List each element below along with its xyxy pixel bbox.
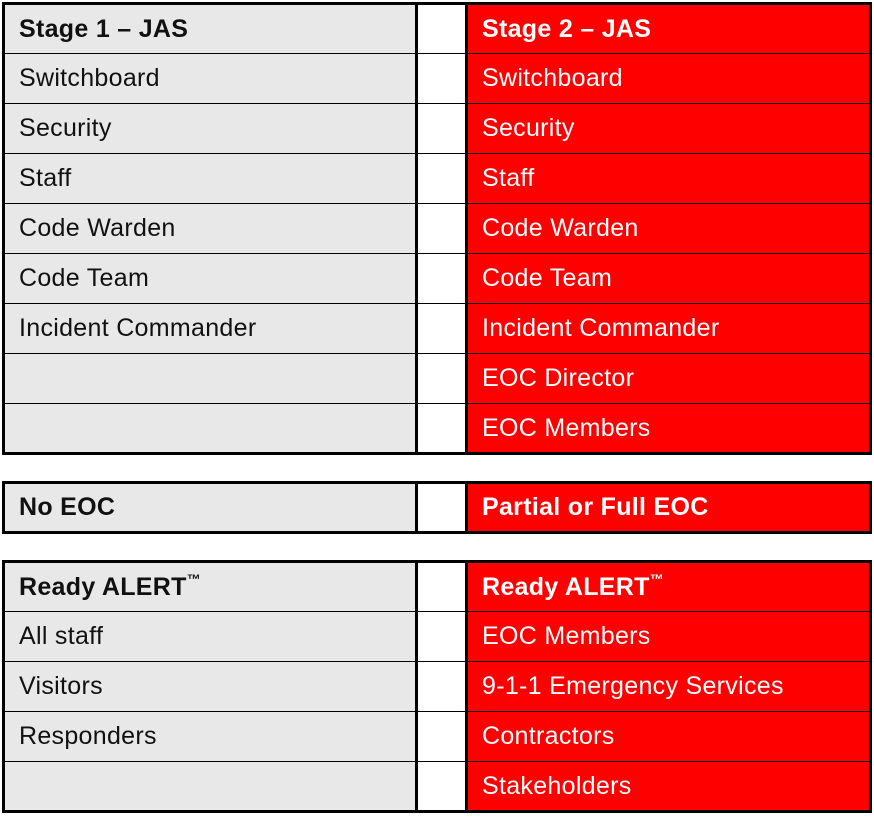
stage-2-item: Code Team — [467, 254, 871, 304]
table-row — [4, 404, 871, 454]
gap-cell — [417, 562, 467, 612]
eoc-row — [4, 483, 871, 533]
gap-cell — [417, 254, 467, 304]
table-row — [4, 204, 871, 254]
table-row — [4, 712, 871, 762]
gap-cell — [417, 204, 467, 254]
gap-cell — [417, 304, 467, 354]
alert-table — [2, 560, 872, 813]
stage-2-item: Switchboard — [467, 54, 871, 104]
gap-cell — [417, 712, 467, 762]
stage-1-item: Switchboard — [4, 54, 417, 104]
alert-left-item — [4, 762, 417, 812]
table-row — [4, 54, 871, 104]
gap-cell — [417, 404, 467, 454]
alert-left-item: Responders — [4, 712, 417, 762]
trademark-symbol: ™ — [649, 570, 664, 587]
stage-table — [2, 2, 872, 455]
ready-alert-right-header — [467, 562, 871, 612]
alert-right-item: 9-1-1 Emergency Services — [467, 662, 871, 712]
gap-cell — [417, 354, 467, 404]
table-row — [4, 154, 871, 204]
stage-1-item: Staff — [4, 154, 417, 204]
stage-1-item — [4, 354, 417, 404]
alert-right-item: EOC Members — [467, 612, 871, 662]
stage-header-row — [4, 4, 871, 54]
gap-cell — [417, 612, 467, 662]
stage-1-item — [4, 404, 417, 454]
ready-alert-left-header — [4, 562, 417, 612]
alert-left-item: All staff — [4, 612, 417, 662]
alert-header-row — [4, 562, 871, 612]
gap-cell — [417, 104, 467, 154]
gap-cell — [417, 483, 467, 533]
alert-right-item: Contractors — [467, 712, 871, 762]
stage-1-item: Code Team — [4, 254, 417, 304]
ready-alert-right-text: Ready ALERT — [482, 572, 650, 601]
alert-right-item: Stakeholders — [467, 762, 871, 812]
table-row — [4, 304, 871, 354]
trademark-symbol: ™ — [186, 570, 201, 587]
stage-2-item: EOC Members — [467, 404, 871, 454]
gap-cell — [417, 4, 467, 54]
gap-cell — [417, 54, 467, 104]
table-row — [4, 354, 871, 404]
stage-2-item: EOC Director — [467, 354, 871, 404]
stage-2-item: Code Warden — [467, 204, 871, 254]
stage-1-item: Security — [4, 104, 417, 154]
stage-2-header: Stage 2 – JAS — [467, 4, 871, 54]
table-row — [4, 104, 871, 154]
ready-alert-left-text: Ready ALERT — [19, 572, 187, 601]
gap-cell — [417, 154, 467, 204]
eoc-table — [2, 481, 872, 534]
partial-full-eoc-label: Partial or Full EOC — [467, 483, 871, 533]
table-row — [4, 662, 871, 712]
stage-1-item: Incident Commander — [4, 304, 417, 354]
gap-cell — [417, 662, 467, 712]
table-row — [4, 612, 871, 662]
stage-2-item: Incident Commander — [467, 304, 871, 354]
stage-2-item: Staff — [467, 154, 871, 204]
table-row — [4, 762, 871, 812]
stage-1-item: Code Warden — [4, 204, 417, 254]
alert-left-item: Visitors — [4, 662, 417, 712]
stage-1-header: Stage 1 – JAS — [4, 4, 417, 54]
no-eoc-label: No EOC — [4, 483, 417, 533]
gap-cell — [417, 762, 467, 812]
stage-2-item: Security — [467, 104, 871, 154]
table-row — [4, 254, 871, 304]
